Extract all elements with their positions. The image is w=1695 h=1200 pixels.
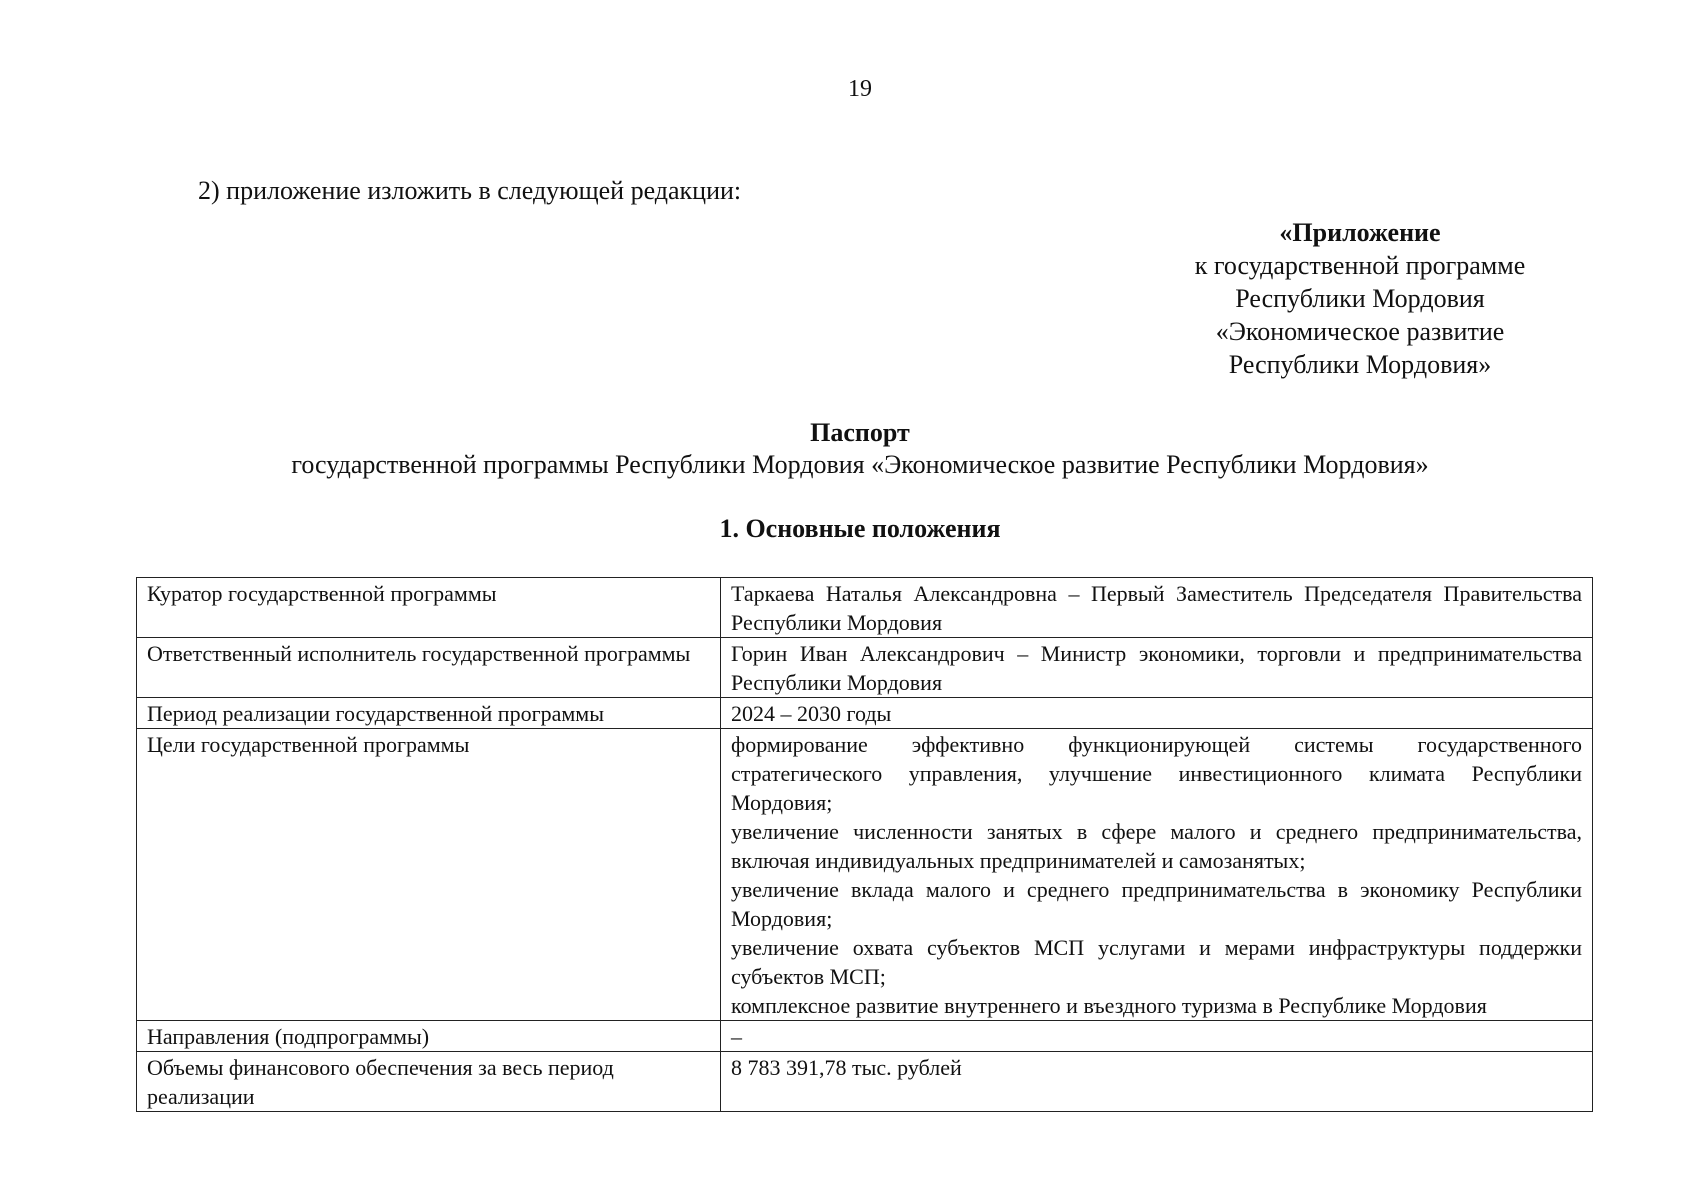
value-paragraph: формирование эффективно функционирующей системы государственного стратегического управления, улучшение инвестиционного климата Республики Мордовия;	[731, 732, 1582, 815]
row-value	[721, 698, 1593, 729]
row-label: Направления (подпрограммы)	[137, 1021, 721, 1052]
row-value	[721, 1021, 1593, 1052]
row-value	[721, 578, 1593, 638]
row-value	[721, 638, 1593, 698]
row-label: Объемы финансового обеспечения за весь период реализации	[137, 1052, 721, 1112]
row-label: Цели государственной программы	[137, 729, 721, 1021]
table-row	[137, 578, 1593, 638]
intro-text: 2) приложение изложить в следующей редакции:	[198, 176, 742, 205]
value-paragraph: увеличение численности занятых в сфере малого и среднего предпринимательства, включая индивидуальных предпринимателей и самозанятых;	[731, 819, 1582, 873]
section-title: 1. Основные положения	[719, 514, 1001, 543]
appendix-block	[1130, 216, 1590, 381]
table-row	[137, 698, 1593, 729]
row-value	[721, 1052, 1593, 1112]
table-row	[137, 1021, 1593, 1052]
passport-title: Паспорт	[810, 418, 910, 447]
row-value	[721, 729, 1593, 1021]
value-paragraph: –	[731, 1024, 742, 1049]
value-paragraph: Горин Иван Александрович – Министр экономики, торговли и предпринимательства Республики Мордовия	[731, 641, 1582, 695]
row-label: Куратор государственной программы	[137, 578, 721, 638]
value-paragraph: 2024 – 2030 годы	[731, 701, 892, 726]
table-row	[137, 1052, 1593, 1112]
row-label: Ответственный исполнитель государственной программы	[137, 638, 721, 698]
value-paragraph: 8 783 391,78 тыс. рублей	[731, 1055, 962, 1080]
value-paragraph: увеличение охвата субъектов МСП услугами и мерами инфраструктуры поддержки субъектов МСП;	[731, 935, 1582, 989]
appendix-line: Республики Мордовия	[1235, 284, 1485, 313]
passport-subtitle: государственной программы Республики Мордовия «Экономическое развитие Республики Мордовия»	[291, 450, 1429, 479]
passport-table	[136, 577, 1593, 1112]
page-number: 19	[848, 76, 872, 102]
row-label: Период реализации государственной программы	[137, 698, 721, 729]
value-paragraph: комплексное развитие внутреннего и въездного туризма в Республике Мордовия	[731, 993, 1487, 1018]
appendix-line: «Экономическое развитие	[1215, 317, 1505, 346]
appendix-heading: «Приложение	[1279, 218, 1441, 247]
appendix-line: к государственной программе	[1194, 251, 1526, 280]
table-row	[137, 729, 1593, 1021]
value-paragraph: Таркаева Наталья Александровна – Первый Заместитель Председателя Правительства Республики Мордовия	[731, 581, 1582, 635]
value-paragraph: увеличение вклада малого и среднего предпринимательства в экономику Республики Мордовия;	[731, 877, 1582, 931]
appendix-line: Республики Мордовия»	[1228, 350, 1492, 379]
table-row	[137, 638, 1593, 698]
